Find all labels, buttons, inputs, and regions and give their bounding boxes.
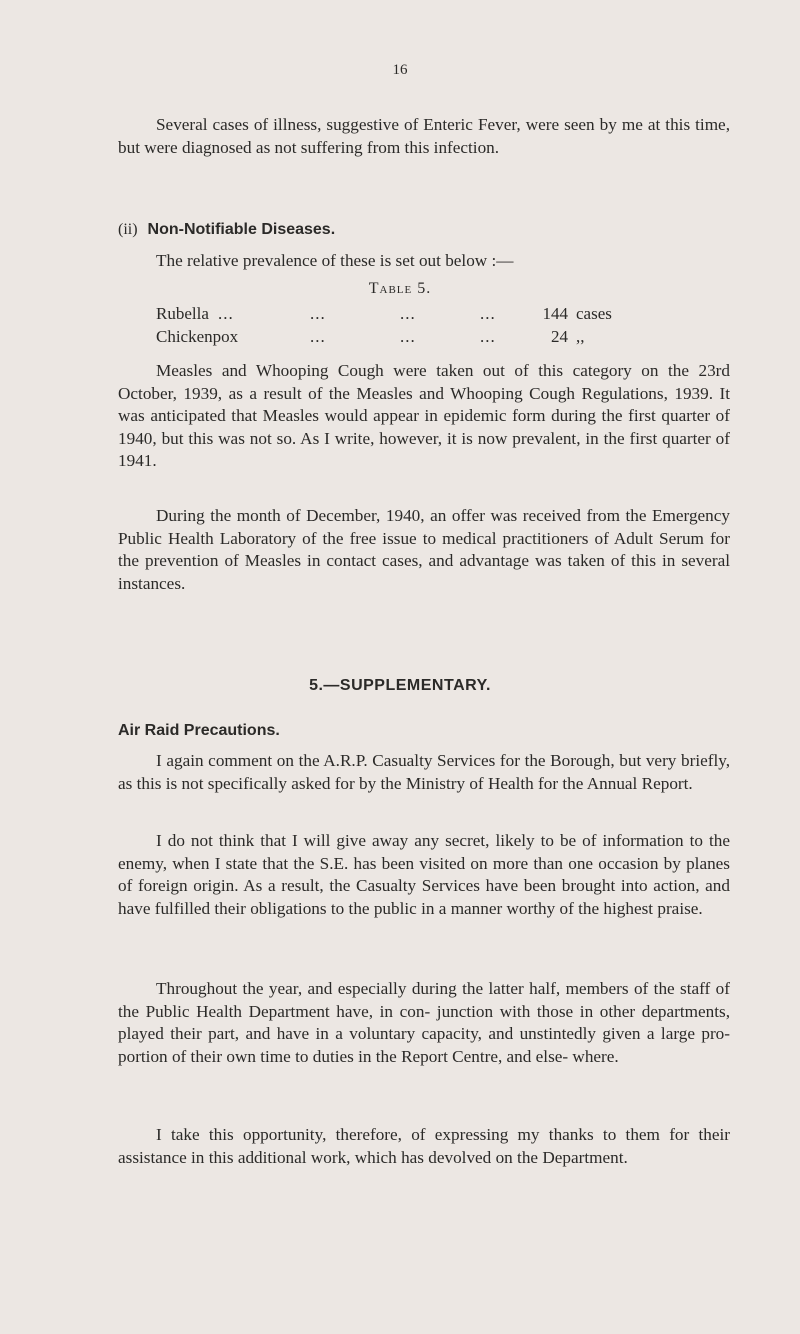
leader-dots: ... [400, 327, 416, 346]
row-unit: cases [576, 304, 612, 323]
page-number: 16 [392, 62, 408, 78]
row-value: 24 [551, 327, 568, 346]
paragraph-enteric-fever: Several cases of illness, suggestive of Enteric Fever, were seen by me at this time, but were diagnosed as not suffering from this infection. [118, 115, 730, 157]
paragraph-intro: The relative prevalence of these is set out below :— [156, 251, 514, 270]
leader-dots: ... [480, 304, 496, 323]
table-row [156, 327, 656, 349]
subsection-title: Non-Notifiable Diseases. [147, 221, 336, 238]
leader-dots: ... [400, 304, 416, 323]
table-title: Table 5. [368, 280, 432, 297]
row-unit: ,, [576, 327, 585, 346]
paragraph-secret: I do not think that I will give away any secret, likely to be of information to the enemy, when I state that the S.E. has been visited on more than one occasion by planes of foreign origin. As a result, the Casualty Services have been brought into action, and have fulfilled their obligations to the public in a manner worthy of the highest praise. [118, 831, 730, 918]
section-title: 5.—SUPPLEMENTARY. [309, 677, 491, 694]
row-value: 144 [542, 304, 568, 323]
paragraph-measles: Measles and Whooping Cough were taken out of this category on the 23rd October, 1939, as a result of the Measles and Whooping Cough Regulations, 1939. It was anticipated that Measles would appear in epidemic form during the first quarter of 1940, but this was not so. As I write, however, it is now prevalent, in the first quarter of 1941. [118, 361, 730, 471]
row-name: Chickenpox [156, 327, 239, 346]
leader-dots: ... [310, 327, 326, 346]
paragraph-serum: During the month of December, 1940, an offer was received from the Emergency Public Health Laboratory of the free issue to medical practitioners of Adult Serum for the prevention of Measles in contact cases, and advantage was taken of this in several instances. [118, 506, 730, 593]
paragraph-thanks: I take this opportunity, therefore, of expressing my thanks to them for their assistance in this additional work, which has devolved on the Department. [118, 1125, 730, 1167]
leader-dots: ... [218, 304, 234, 323]
subsection-heading [118, 221, 335, 239]
paragraph-throughout: Throughout the year, and especially during the latter half, members of the staff of the Public Health Department have, in con- junction with those in other departments, played their part, and have in a voluntary capacity, and unstintedly given a large pro- portion of their own time to duties in the Report Centre, and else- where. [118, 979, 730, 1066]
air-raid-heading: Air Raid Precautions. [118, 722, 280, 739]
leader-dots: ... [310, 304, 326, 323]
paragraph-arp: I again comment on the A.R.P. Casualty Services for the Borough, but very briefly, as this is not specifically asked for by the Ministry of Health for the Annual Report. [118, 751, 730, 793]
table-row [156, 304, 656, 326]
row-name: Rubella [156, 304, 209, 323]
subsection-number: (ii) [118, 221, 138, 238]
leader-dots: ... [480, 327, 496, 346]
